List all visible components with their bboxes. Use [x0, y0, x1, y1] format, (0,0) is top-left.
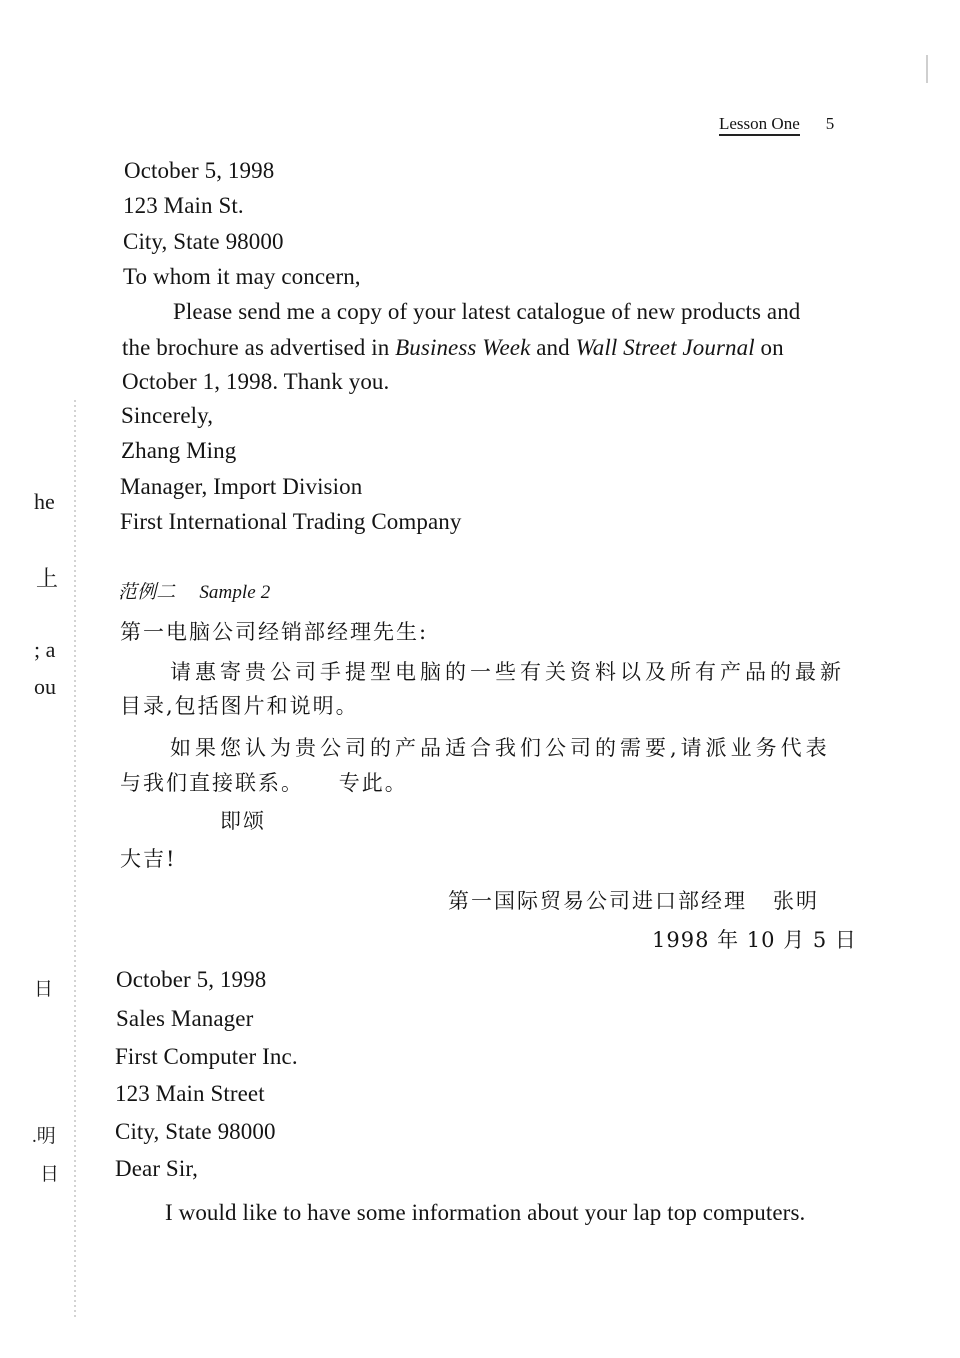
publication-name: Wall Street Journal: [575, 335, 755, 360]
recipient-company: First Computer Inc.: [115, 1044, 298, 1069]
body-text: and: [530, 335, 576, 360]
signer-name: Zhang Ming: [121, 438, 237, 463]
lesson-title: Lesson One: [719, 114, 800, 136]
cn-body-line: 请惠寄贵公司手提型电脑的一些有关资料以及所有产品的最新: [170, 660, 845, 684]
body-line: October 1, 1998. Thank you.: [122, 369, 390, 394]
margin-bleed-text: 日: [40, 1164, 60, 1185]
page-header: [719, 114, 834, 136]
recipient-title: Sales Manager: [116, 1006, 254, 1031]
cn-body-line: 与我们直接联系。 专此。: [120, 771, 408, 795]
address-line: 123 Main St.: [123, 193, 244, 218]
signer-company: First International Trading Company: [120, 509, 462, 534]
address-line: City, State 98000: [115, 1119, 276, 1144]
salutation: To whom it may concern,: [123, 264, 361, 289]
cn-body-line: 目录,包括图片和说明。: [120, 694, 359, 718]
cn-salutation: 第一电脑公司经销部经理先生:: [120, 620, 429, 644]
address-line: 123 Main Street: [115, 1081, 265, 1106]
cn-date: 1998 年 10 月 5 日: [652, 928, 857, 952]
salutation: Dear Sir,: [115, 1156, 199, 1181]
margin-bleed-text: 日: [34, 979, 54, 1000]
closing: Sincerely,: [121, 403, 214, 428]
body-text: on: [754, 335, 784, 360]
page-edge-mark: [926, 55, 928, 83]
cn-closing: 即颂: [220, 809, 266, 833]
margin-bleed-text: ou: [34, 674, 56, 699]
signer-title: Manager, Import Division: [120, 474, 363, 499]
sample-heading: [118, 577, 270, 604]
sample-label-en: Sample 2: [199, 582, 271, 603]
cn-closing: 大吉!: [120, 847, 177, 871]
letter-date: October 5, 1998: [124, 158, 275, 183]
page-number: 5: [825, 114, 835, 133]
body-text: the brochure as advertised in: [122, 335, 396, 360]
body-line: I would like to have some information about your lap top computers.: [165, 1200, 806, 1225]
binding-gutter-line: [74, 400, 76, 1320]
margin-bleed-text: ; a: [34, 637, 56, 662]
margin-bleed-text: he: [34, 489, 55, 514]
address-line: City, State 98000: [123, 229, 284, 254]
publication-name: Business Week: [395, 335, 531, 360]
letter-date: October 5, 1998: [116, 967, 267, 992]
margin-bleed-text: .明: [32, 1126, 56, 1147]
cn-body-line: 如果您认为贵公司的产品适合我们公司的需要,请派业务代表: [170, 736, 831, 760]
body-line: Please send me a copy of your latest catalogue of new products and: [173, 299, 801, 324]
sample-label-cn: 范例二: [118, 581, 176, 603]
margin-bleed-text: 上: [36, 566, 59, 591]
cn-signature: 第一国际贸易公司进口部经理 张明: [448, 889, 820, 913]
body-line: [122, 335, 784, 361]
